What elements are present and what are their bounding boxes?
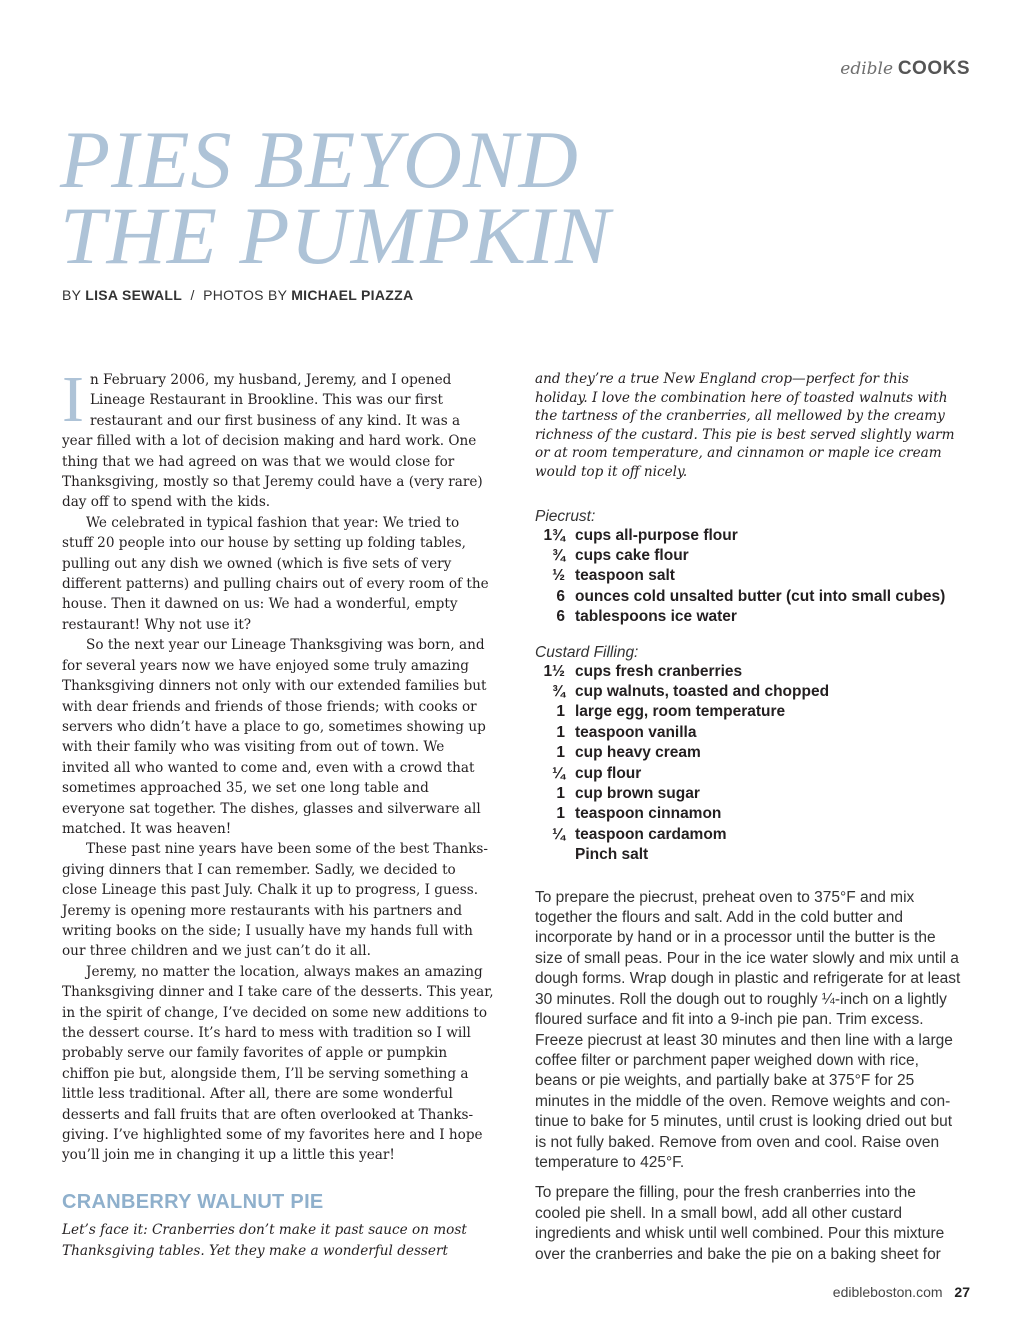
filling-ingredients <box>535 662 965 866</box>
section-name: COOKS <box>897 58 970 79</box>
ingredient-text: cup heavy cream <box>575 744 701 762</box>
recipe-intro: Let’s face it: Cranberries don’t make it past sauce on most Thanksgiving tables. Yet they make a wonderful dessert <box>62 1222 467 1259</box>
article-paragraph: Jeremy, no matter the location, always makes an amazing Thanksgiving dinner and I take care of the desserts. This year, in the spirit of change, I’ve decided on some new additions to the dessert course. It’s hard to mess with tradition so I will probably serve our family favorites of apple or pumpkin chiffon pie but, alongside them, I’ll be serving something a little less traditional. After all, there are some wonderful desserts and fall fruits that are often overlooked at Thanksgiving. I’ve highlighted some of my favorites here and I hope you’ll join me in changing it up a little this year! <box>62 963 494 1164</box>
ingredient-item <box>535 682 965 702</box>
ingredient-text: cups all-purpose flour <box>575 526 738 544</box>
piecrust-ingredients <box>535 526 965 628</box>
ingredient-text: Pinch salt <box>575 846 649 864</box>
ingredient-qty: 1 <box>556 703 565 721</box>
byline-separator: / <box>190 287 195 303</box>
article-paragraph: So the next year our Lineage Thanksgiving was born, and for several years now we have enjoyed some truly amazing Thanksgiving dinners not only with our extended families but with dear friends and friends of those friends; with cooks or servers who didn’t have a place to go, sometimes showing up with their family who was visiting from out of town. We invited all who wanted to come and, even with a crowd that sometimes approached 35, we set one long table and everyone sat together. The dishes, glasses and silverware all matched. It was heaven! <box>62 637 487 837</box>
article-title <box>60 114 820 281</box>
ingredient-text: ounces cold unsalted butter (cut into small cubes) <box>575 587 946 605</box>
by-label: BY <box>62 287 82 303</box>
article-paragraph: These past nine years have been some of the best Thanksgiving dinners that I can remember. Sadly, we decided to close Lineage this past July. Chalk it up to progress, I guess. Jeremy is opening more restaurants with his partners and writing books on the side; I usually have my hands full with our three children and we just can’t do it all. <box>62 841 488 960</box>
ingredient-text: teaspoon vanilla <box>575 723 697 741</box>
ingredient-text: cups cake flour <box>575 546 689 564</box>
drop-cap: I <box>62 363 84 436</box>
ingredient-item <box>535 662 965 682</box>
photographer-name: MICHAEL PIAZZA <box>291 287 414 303</box>
ingredient-text: teaspoon cinnamon <box>575 805 722 823</box>
ingredient-qty: ¾ <box>552 546 565 564</box>
ingredient-item <box>535 743 965 763</box>
ingredient-qty: 1 <box>556 805 565 823</box>
byline <box>62 287 413 303</box>
recipe-title: CRANBERRY WALNUT PIE <box>62 1190 324 1213</box>
recipe-column <box>535 370 965 1265</box>
ingredient-qty: ¼ <box>552 764 565 782</box>
page-number: 27 <box>954 1284 970 1300</box>
recipe-step: To prepare the piecrust, preheat oven to 375°F and mix together the flours and salt. Add in the cold butter and incorporate by hand or in a processor until the butter is the size of small peas. Pour in the ice water slowly and mix until a dough forms. Wrap dough in plastic and refrigerate for at least 30 minutes. Roll the dough out to roughly ¼-inch on a lightly floured surface and fit into a 9-inch pie pan. Trim excess. Freeze piecrust at least 30 minutes and then line with a large coffee filter or parchment paper weighed down with rice, beans or pie weights, and partially bake at 375°F for 25 minutes in the middle of the oven. Remove weights and continue to bake for 5 minutes, until crust is looking dried out but is not fully baked. Remove from oven and cool. Raise oven temperature to 425°F. <box>535 888 961 1171</box>
article-paragraph: In February 2006, my husband, Jeremy, and I opened Lineage Restaurant in Brookline. This was our first restaurant and our first business of any kind. It was a year filled with a lot of decision making and hard work. One thing that we had agreed on was that we would close for Thanksgiving, mostly so that Jeremy could have a (very rare) day off to spend with the kids. <box>62 363 483 511</box>
recipe-step: To prepare the filling, pour the fresh cranberries into the cooled pie shell. In a small bowl, add all other custard ingredients and whisk until well combined. Pour this mixture over the cranberries and bake the pie on a baking sheet for <box>535 1184 945 1263</box>
filling-heading: Custard Filling: <box>535 643 639 661</box>
ingredient-item <box>535 566 965 586</box>
ingredient-item <box>535 702 965 722</box>
ingredient-item <box>535 607 965 627</box>
ingredient-item <box>535 804 965 824</box>
author-name: LISA SEWALL <box>85 287 183 303</box>
ingredient-qty: 1 <box>556 744 565 762</box>
ingredient-qty: 1½ <box>543 662 565 680</box>
article-body-left <box>62 363 494 1261</box>
ingredient-item <box>535 784 965 804</box>
ingredient-qty: ¼ <box>552 825 565 843</box>
footer-site: edibleboston.com <box>832 1284 943 1300</box>
ingredient-qty: ½ <box>552 567 565 585</box>
ingredient-text: cup brown sugar <box>575 785 700 803</box>
title-line-1: PIES BEYOND <box>60 114 579 205</box>
ingredient-qty <box>535 845 575 865</box>
ingredient-qty: 1¾ <box>543 526 565 544</box>
title-line-2: THE PUMPKIN <box>60 190 611 281</box>
piecrust-heading: Piecrust: <box>535 507 596 525</box>
ingredient-text: teaspoon cardamom <box>575 825 727 843</box>
ingredient-item <box>535 526 965 546</box>
ingredient-item <box>535 546 965 566</box>
ingredient-text: cup walnuts, toasted and chopped <box>575 683 830 700</box>
page-footer <box>833 1284 970 1300</box>
ingredient-item <box>535 587 965 607</box>
photos-label: PHOTOS BY <box>203 287 288 303</box>
ingredient-qty: ¾ <box>552 683 565 700</box>
ingredient-qty: 6 <box>556 587 565 605</box>
section-prefix: edible <box>840 59 894 79</box>
ingredient-qty: 6 <box>556 608 565 626</box>
ingredient-text: cups fresh cranberries <box>575 662 743 680</box>
recipe-intro-continued: and they’re a true New England crop—perfect for this holiday. I love the combination here of toasted walnuts with the tartness of the cranberries, all mellowed by the creamy richness of the custard. This pie is best served slightly warm or at room temperature, and cinnamon or maple ice cream would top it off nicely. <box>535 371 955 480</box>
ingredient-item <box>535 764 965 784</box>
ingredient-text: tablespoons ice water <box>575 608 737 626</box>
ingredient-text: teaspoon salt <box>575 567 675 585</box>
article-paragraph: We celebrated in typical fashion that year: We tried to stuff 20 people into our house by setting up folding tables, pulling out any dish we owned (which is five sets of very different patterns) and pulling chairs out of every room of the house. Then it dawned on us: We had a wonderful, empty restaurant! Why not use it? <box>62 514 489 633</box>
ingredient-qty: 1 <box>556 785 565 803</box>
ingredient-text: cup flour <box>575 764 642 782</box>
ingredient-item <box>535 845 965 865</box>
section-tag <box>840 58 970 80</box>
ingredient-qty: 1 <box>556 723 565 741</box>
ingredient-item <box>535 825 965 845</box>
ingredient-text: large egg, room temperature <box>575 703 786 721</box>
ingredient-item <box>535 723 965 743</box>
